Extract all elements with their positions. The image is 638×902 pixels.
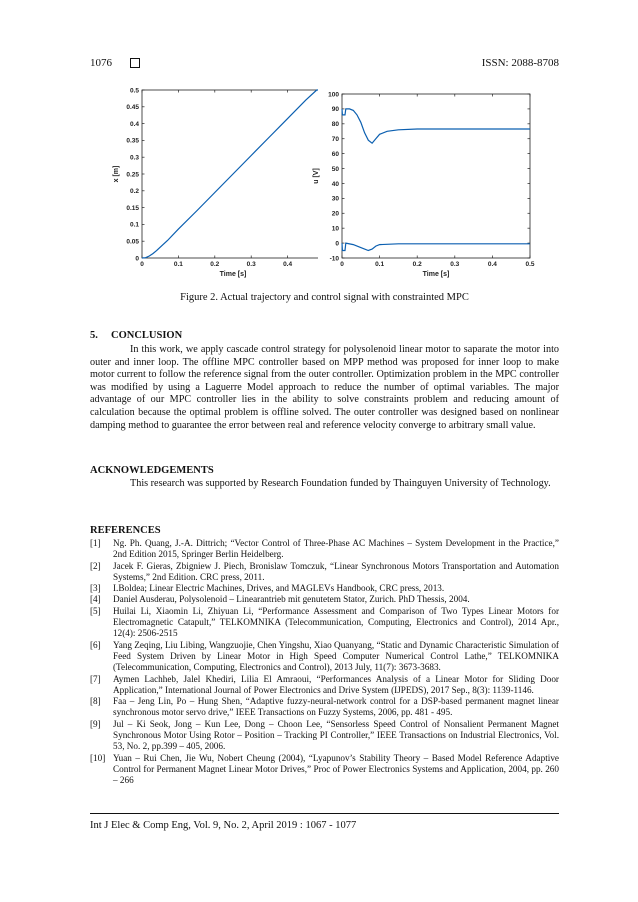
y-tick-label: 0.2 xyxy=(129,188,139,196)
x-tick-label: 0.2 xyxy=(412,261,422,268)
x-axis-label: Time [s] xyxy=(219,271,247,278)
series-line-0 xyxy=(142,90,324,258)
footer-citation: Int J Elec & Comp Eng, Vol. 9, No. 2, April 2019 : 1067 - 1077 xyxy=(90,820,357,831)
reference-item xyxy=(90,561,559,584)
reference-number: [5] xyxy=(90,605,101,616)
reference-number: [7] xyxy=(90,673,101,684)
reference-item xyxy=(90,640,559,674)
y-tick-label: 0.35 xyxy=(126,137,139,145)
reference-item xyxy=(90,719,559,753)
reference-item xyxy=(90,753,559,787)
reference-text: Yang Zeqing, Liu Libing, Wangzuojie, Chen Yingshu, Xiao Quanyang, “Static and Dynamic Characteristic Simulation of Feed System Driven by Linear Motor in High Speed Computer Numerical Control Lathe,” TELKOMNIKA (Telecommunication, Computing, Electronics and Control), 2013 July, 11(7): 3673-3683. xyxy=(113,639,559,673)
x-tick-label: 0.1 xyxy=(173,261,183,268)
reference-number: [3] xyxy=(90,583,101,594)
x-tick-label: 0.1 xyxy=(375,261,385,268)
x-tick-label: 0.4 xyxy=(487,261,497,268)
y-tick-label: -10 xyxy=(329,255,339,263)
y-tick-label: 20 xyxy=(331,210,339,218)
conclusion-heading: 5. CONCLUSION xyxy=(90,330,183,341)
y-tick-label: 0.15 xyxy=(126,204,139,212)
y-tick-label: 10 xyxy=(331,225,339,233)
y-tick-label: 0.05 xyxy=(126,238,139,246)
y-tick-label: 90 xyxy=(331,106,339,114)
x-tick-label: 0.4 xyxy=(283,261,293,268)
figure-plot-control-signal xyxy=(313,84,538,282)
y-tick-label: 100 xyxy=(328,91,339,99)
figure-caption: Figure 2. Actual trajectory and control signal with constrainted MPC xyxy=(180,292,469,303)
page-number: 1076 xyxy=(90,57,112,69)
reference-number: [2] xyxy=(90,560,101,571)
reference-text: Faa – Jeng Lin, Po – Hung Shen, “Adaptive fuzzy-neural-network control for a DSP-based permanent magnet linear synchronous motor servo drive,” IEEE Transactions on Fuzzy Systems, 2006, pp. 481 - 495. xyxy=(113,696,559,718)
conclusion-body: In this work, we apply cascade control strategy for polysolenoid linear motor to saparate the motor into outer and inner loop. The offline MPC controller based on MPP method was proposed for inner loop to make motor current to follow the reference signal from the outer controller. Optimization problem in the MPC controller was modified by using a Laguerre Model approach to reduce the number of optimal variables. The major advantage of our MPC controller lies in the ability to solve constraints problem and reducing amount of calculation because the optimal problem is offline solved. The outer controller was designed based on nonlinear damping method to guarantee the error between real and reference velocity converge to arbitrary small value. xyxy=(90,344,559,431)
x-tick-label: 0.3 xyxy=(450,261,460,268)
acknowledgements-heading: ACKNOWLEDGEMENTS xyxy=(90,465,214,476)
y-tick-label: 30 xyxy=(331,195,339,203)
y-tick-label: 50 xyxy=(331,165,339,173)
y-tick-label: 0.4 xyxy=(129,120,139,128)
reference-text: Yuan – Rui Chen, Jie Wu, Nobert Cheung (2004), “Lyapunov’s Stability Theory – Based Model Reference Adaptive Control for Permanent Magnet Linear Motor Drives,” Proc of Power Electronics Systems and Application, 2004, pp. 260 – 266 xyxy=(113,752,559,786)
x-tick-label: 0.5 xyxy=(525,261,535,268)
y-tick-label: 0 xyxy=(335,240,339,248)
reference-number: [1] xyxy=(90,538,101,548)
y-tick-label: 80 xyxy=(331,121,339,129)
y-tick-label: 0.25 xyxy=(126,171,139,179)
reference-text: Daniel Ausderau, Polysolenoid – Linearantrieb mit genutetem Stator, Zurich. PhD Thessis, 2004. xyxy=(113,594,470,605)
control-signal-chart-svg xyxy=(313,84,538,282)
x-tick-label: 0 xyxy=(340,261,344,268)
reference-text: Jacek F. Gieras, Zbigniew J. Piech, Bronislaw Tomczuk, “Linear Synchronous Motors Transportation and Automation Systems,” 2nd Edition. CRC press, 2011. xyxy=(113,560,559,582)
reference-text: Huilai Li, Xiaomin Li, Zhiyuan Li, “Performance Assessment and Comparison of Two Types Linear Motors for Electromagnetic Catapult,” TELKOMNIKA (Telecommunication, Computing, Electronics and Control), 2014 Apr., 12(4): 2506-2515 xyxy=(113,605,559,639)
references-heading: REFERENCES xyxy=(90,525,161,536)
reference-number: [4] xyxy=(90,594,101,605)
reference-list xyxy=(90,538,559,787)
x-tick-label: 0.2 xyxy=(210,261,220,268)
y-tick-label: 0.5 xyxy=(129,87,139,95)
reference-number: [10] xyxy=(90,752,106,763)
reference-text: Ng. Ph. Quang, J.-A. Dittrich; “Vector Control of Three-Phase AC Machines – System Development in the Practice,” 2nd Edition 2015, Springer Berlin Heidelberg. xyxy=(113,538,559,560)
y-tick-label: 0.45 xyxy=(126,104,139,112)
x-tick-label: 0.3 xyxy=(246,261,256,268)
acknowledgements-body: This research was supported by Research Foundation funded by Thainguyen University of Technology. xyxy=(130,478,551,489)
reference-item xyxy=(90,594,559,605)
x-tick-label: 0 xyxy=(140,261,144,268)
issn: ISSN: 2088-8708 xyxy=(481,57,559,69)
reference-item xyxy=(90,696,559,719)
reference-number: [8] xyxy=(90,696,101,707)
series-line-0 xyxy=(342,109,530,143)
y-tick-label: 0.3 xyxy=(129,154,139,162)
y-axis-label: x [m] xyxy=(113,165,120,183)
reference-number: [6] xyxy=(90,639,101,650)
reference-text: Jul – Ki Seok, Jong – Kun Lee, Dong – Choon Lee, “Sensorless Speed Control of Nonsalient Permanent Magnet Synchronous Motor Using Rotor – Position – Tracking PI Controller,” IEEE Transactions on Industrial Electronics, Vol. 53, No. 2, pp.399 – 405, 2006. xyxy=(113,718,559,752)
y-tick-label: 70 xyxy=(331,136,339,144)
y-tick-label: 60 xyxy=(331,150,339,158)
y-axis-label: u [V] xyxy=(313,168,320,184)
footer-rule xyxy=(90,813,559,814)
reference-text: Aymen Lachheb, Jalel Khediri, Lilia El Amraoui, “Performances Analysis of a Linear Motor for Sliding Door Application,” International Journal of Power Electronics and Drive System (IJPEDS), 2017 Sep., 8(3): 1139-1146. xyxy=(113,673,559,695)
position-chart-svg xyxy=(113,84,326,282)
plot-area-frame xyxy=(342,94,530,258)
reference-item xyxy=(90,674,559,697)
reference-item xyxy=(90,538,559,561)
reference-number: [9] xyxy=(90,718,101,729)
reference-item xyxy=(90,583,559,594)
checkbox-glyph-icon xyxy=(130,58,140,68)
y-tick-label: 40 xyxy=(331,180,339,188)
y-tick-label: 0 xyxy=(135,255,139,263)
reference-item xyxy=(90,606,559,640)
series-line-1 xyxy=(342,243,530,250)
x-axis-label: Time [s] xyxy=(422,271,450,278)
figure-plot-position xyxy=(113,84,326,282)
reference-text: I.Boldea; Linear Electric Machines, Drives, and MAGLEVs Handbook, CRC press, 2013. xyxy=(113,583,445,594)
y-tick-label: 0.1 xyxy=(129,221,139,229)
